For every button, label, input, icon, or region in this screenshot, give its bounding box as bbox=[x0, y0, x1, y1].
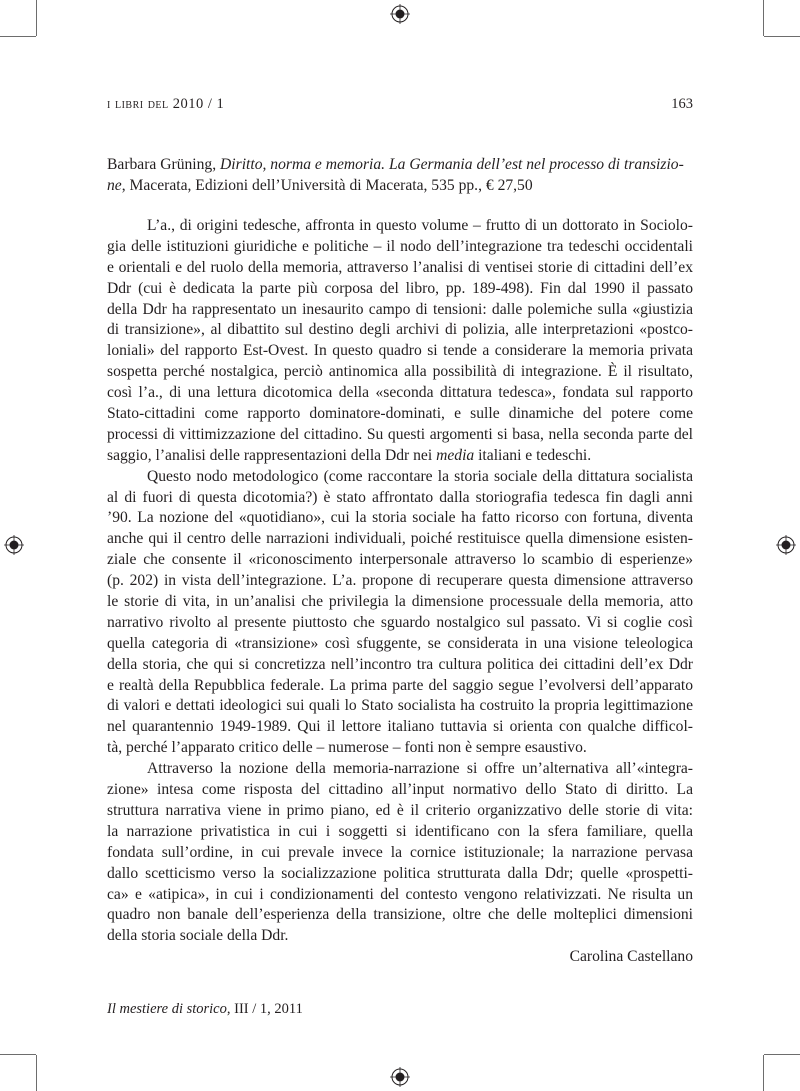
paragraph-line: processi di vittimizzazione del cittadino. Su questi argomenti si basa, nella seconda parte del bbox=[107, 425, 693, 443]
crop-mark bbox=[36, 0, 37, 36]
paragraph-line: Attraverso la nozione della memoria-narrazione si offre un’alternativa all’«integra- bbox=[147, 760, 693, 778]
paragraph-line: sospetta perché nostalgica, perciò antinomica alla possibilità di integrazione. È il risultato, bbox=[107, 363, 693, 381]
journal-issue: , III / 1, 2011 bbox=[226, 1001, 303, 1017]
paragraph-line: struttura narrativa viene in primo piano, ed è il criterio organizzativo delle storie di vita: bbox=[107, 801, 693, 819]
paragraph-line: quella categoria di «transizione» così sfuggente, se considerata in una visione teleologica bbox=[107, 634, 693, 652]
paragraph-line: al di fuori di questa dicotomia?) è stato affrontato dalla storiografia tedesca fin dagli anni bbox=[107, 488, 693, 506]
page-footer bbox=[107, 1001, 303, 1018]
paragraph-line: loniali» del rapporto Est-Ovest. In questo quadro si tende a considerare la memoria privata bbox=[107, 342, 693, 360]
book-citation bbox=[107, 155, 693, 197]
crop-mark bbox=[764, 1054, 800, 1055]
paragraph-line: gia delle istituzioni giuridiche e politiche – il nodo dell’integrazione tra tedeschi occidentali bbox=[107, 237, 693, 255]
paragraph-line: Questo nodo metodologico (come raccontare la storia sociale della dittatura socialista bbox=[147, 467, 693, 485]
crop-mark bbox=[763, 0, 764, 36]
paragraph-line: fondata sull’ordine, in cui prevale invece la cornice istituzionale; la narrazione pervasa bbox=[107, 843, 693, 861]
text-segment: italiani e tedeschi. bbox=[474, 446, 592, 464]
paragraph-line: ziale che consente il «riconoscimento interpersonale attraverso lo scambio di esperienze» bbox=[107, 551, 693, 569]
book-title-end: ne bbox=[107, 176, 122, 194]
paragraph-line: della storia sociale della Ddr. bbox=[107, 927, 289, 945]
paragraph-line: nel quarantennio 1949-1989. Qui il lettore italiano tuttavia si orienta con qualche difficol- bbox=[107, 718, 693, 736]
paragraph-line: della Ddr ha rappresentato un inesaurito campo di tensioni: dalle polemiche sulla «giustizia bbox=[107, 300, 693, 318]
journal-title: Il mestiere di storico bbox=[107, 1001, 227, 1017]
book-publication-details: , Macerata, Edizioni dell’Università di Macerata, 535 pp., € 27,50 bbox=[121, 176, 533, 194]
crop-mark bbox=[36, 1055, 37, 1091]
paragraph-line: di transizione», al dibattito sul destino degli archivi di polizia, alle interpretazioni «postco- bbox=[107, 321, 693, 339]
page-header bbox=[107, 96, 693, 118]
paragraph-line: Stato-cittadini come rapporto dominatore-dominati, e sulle dinamiche del potere come bbox=[107, 405, 693, 423]
paragraph-line: quadro non banale dell’esperienza della transizione, oltre che delle molteplici dimensioni bbox=[107, 906, 693, 924]
crop-mark bbox=[763, 1055, 764, 1091]
review-body bbox=[107, 216, 693, 968]
paragraph-line: Ddr (cui è dedicata la parte più corposa del libro, pp. 189-498). Fin dal 1990 il passato bbox=[107, 279, 693, 297]
paragraph-line: (p. 202) in vista dell’integrazione. L’a. propone di recuperare questa dimensione attraverso bbox=[107, 572, 693, 590]
registration-mark-icon bbox=[390, 4, 410, 24]
paragraph-line: e orientali e del ruolo della memoria, attraverso l’analisi di ventisei storie di cittadini dell’ex bbox=[107, 258, 693, 276]
paragraph-line: anche qui il centro delle narrazioni individuali, poiché restituisce quella dimensione esisten- bbox=[107, 530, 693, 548]
paragraph-line: ’90. La nozione del «quotidiano», cui la storia sociale ha fatto ricorso con fortuna, diventa bbox=[107, 509, 693, 527]
paragraph-line bbox=[107, 446, 693, 467]
crop-mark bbox=[764, 36, 800, 37]
paragraph-line: zione» intesa come risposta del cittadino all’input normativo dello Stato di diritto. La bbox=[107, 781, 693, 799]
paragraph-line: le storie di vita, in un’analisi che privilegia la dimensione processuale della memoria, atto bbox=[107, 593, 693, 611]
paragraph-line: tà, perché l’apparato critico delle – numerose – fonti non è sempre esaustivo. bbox=[107, 739, 587, 757]
paragraph-line: la narrazione privatistica in cui i soggetti si identificano con la sfera familiare, quella bbox=[107, 822, 693, 840]
crop-mark bbox=[0, 36, 36, 37]
book-title: Diritto, norma e memoria. La Germania dell’est nel processo di transizio- bbox=[220, 156, 684, 173]
paragraph-line: ca» e «atipica», in cui i condizionamenti del contesto vengono relativizzati. Ne risulta un bbox=[107, 885, 693, 903]
paragraph-line: della storia, che qui si concretizza nell’incontro tra cultura politica dei cittadini dell’ex Ddr bbox=[107, 655, 693, 673]
paragraph-line: dallo scetticismo verso la socializzazione politica strutturata dalla Ddr; quelle «prospetti- bbox=[107, 864, 693, 882]
text-segment: saggio, l’analisi delle rappresentazioni della Ddr nei bbox=[107, 446, 437, 464]
registration-mark-icon bbox=[4, 535, 24, 555]
citation-line bbox=[107, 155, 693, 176]
paragraph-line: così l’a., di una lettura dicotomica della «seconda dittatura tedesca», fondata sul rapporto bbox=[107, 384, 693, 402]
page-number: 163 bbox=[671, 96, 693, 112]
citation-line bbox=[107, 176, 693, 197]
paragraph-line: narrativo rivolto al presente piuttosto che sguardo nostalgico sul passato. Vi si coglie così bbox=[107, 613, 693, 631]
paragraph-line: e realtà della Repubblica federale. La prima parte del saggio segue l’evolversi dell’apparato bbox=[107, 676, 693, 694]
registration-mark-icon bbox=[776, 535, 796, 555]
paragraph-line: L’a., di origini tedesche, affronta in questo volume – frutto di un dottorato in Sociolo- bbox=[147, 217, 693, 234]
registration-mark-icon bbox=[390, 1067, 410, 1087]
book-author: Barbara Grüning, bbox=[107, 156, 221, 173]
running-head: i libri del 2010 / 1 bbox=[107, 96, 225, 112]
italic-term: media bbox=[436, 446, 475, 464]
paragraph-line: di valori e dettati ideologici sui quali lo Stato socialista ha costruito la propria legittimazione bbox=[107, 697, 693, 715]
crop-mark bbox=[0, 1054, 36, 1055]
reviewer-signature: Carolina Castellano bbox=[569, 948, 693, 966]
